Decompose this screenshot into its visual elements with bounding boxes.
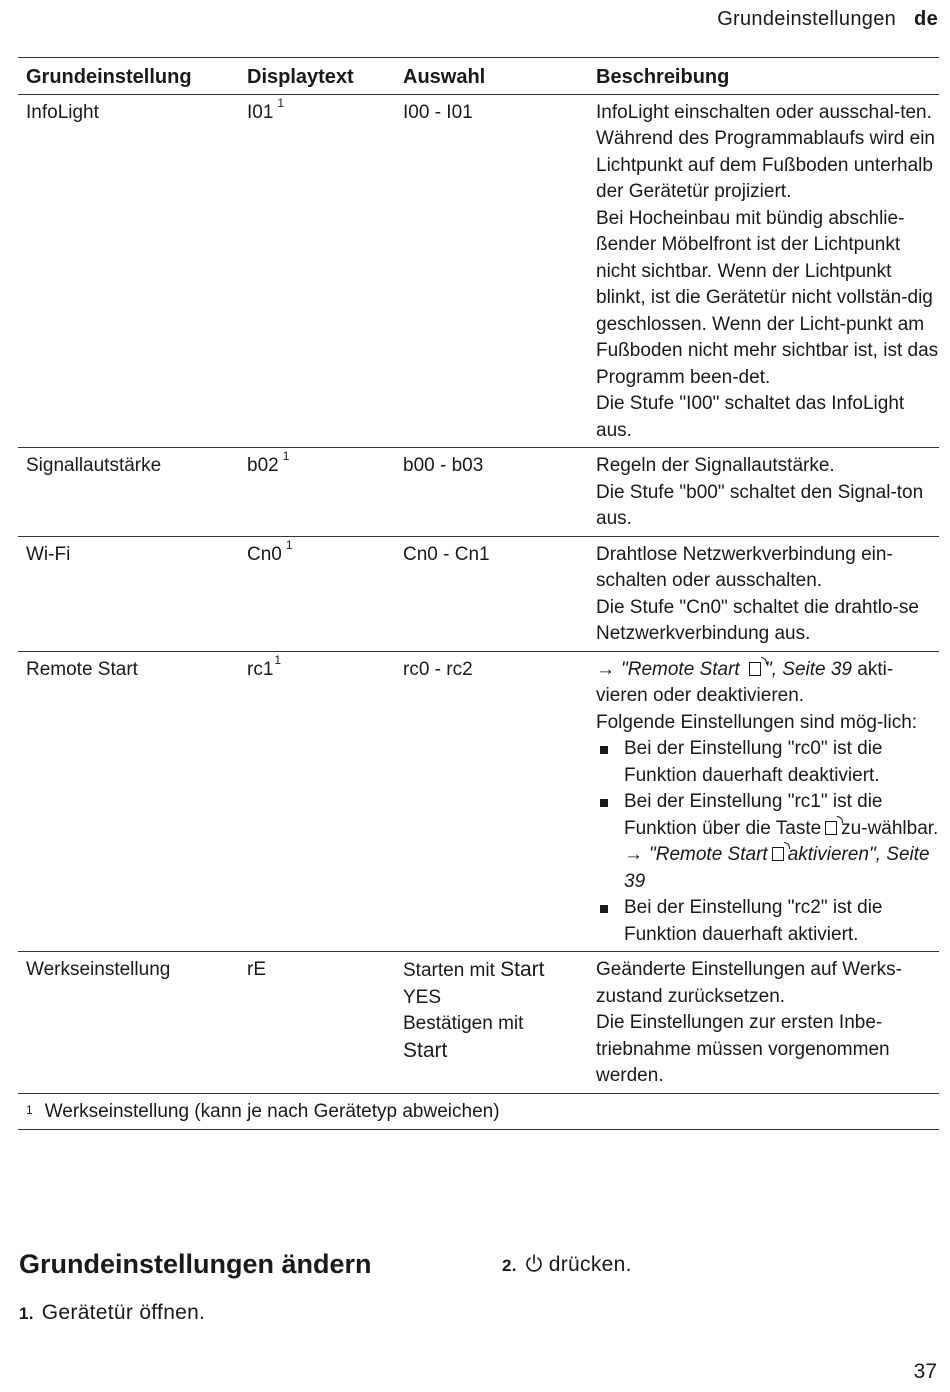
step-number: 2. [502,1256,517,1275]
table-row [18,448,939,537]
list-item-text: Bei der Einstellung "rc0" ist die Funktion dauerhaft deaktiviert. [624,738,883,786]
setting-name: Werkseinstellung [18,952,239,1094]
choice-text: Starten mit [403,960,495,981]
page-number: 37 [913,1360,937,1383]
step-text: Gerätetür öffnen. [41,1301,206,1324]
footnote-number: 1 [26,1102,33,1117]
setting-name: Wi-Fi [18,536,239,651]
step-text: drücken. [548,1253,632,1276]
footnote-marker: 1 [285,537,293,552]
description-line: Die Einstellungen zur ersten Inbe-triebnahme müssen vorgenommen werden. [596,1012,890,1086]
cross-reference-link[interactable] [621,659,852,680]
step-number: 1. [19,1304,34,1323]
setting-name: Signallautstärke [18,448,239,537]
list-item [596,736,939,789]
list-item [596,789,939,895]
table-row [18,94,939,448]
description-line: Drahtlose Netzwerkverbindung ein-schalten oder ausschalten. [596,543,893,591]
table-row [18,536,939,651]
footnote-marker: 1 [282,449,290,463]
description-line: Regeln der Signallautstärke. [596,455,835,476]
table-row [18,952,939,1094]
bullet-square-icon [600,799,608,807]
xref-text: aktivieren", Seite 39 [624,844,930,892]
choice-cell [395,952,588,1094]
description-line: Die Stufe "I00" schaltet das InfoLight aus. [596,393,905,441]
table-row [18,651,939,952]
display-text-cell [239,448,395,537]
arrow-right-icon: → [596,658,615,680]
footnote [18,1093,939,1130]
setting-name: Remote Start [18,651,239,952]
settings-table [18,57,939,1130]
choice-range: b00 - b03 [395,448,588,537]
choice-range: rc0 - rc2 [395,651,588,952]
bullet-square-icon [600,746,608,754]
header-section-title: Grundeinstellungen [717,8,897,30]
display-text: I01 [247,101,274,123]
step-1 [19,1301,205,1325]
bullet-square-icon [600,905,608,913]
description-cell [588,536,939,651]
description-line: Folgende Einstellungen sind mög-lich: [596,711,918,733]
description-line: Die Stufe "b00" schaltet den Signal-ton aus. [596,481,924,529]
remote-start-icon [749,662,761,676]
description-cell [588,651,939,952]
display-text-cell [239,94,395,448]
start-key-label: Start [500,958,545,981]
description-line [596,657,939,710]
footnote-row [18,1093,939,1130]
column-header: Grundeinstellung [18,58,239,95]
page-header [717,8,938,31]
list-item-text: Bei der Einstellung "rc2" ist die Funktion dauerhaft aktiviert. [624,897,883,945]
description-cell [588,952,939,1094]
section-title: Grundeinstellungen ändern [19,1249,372,1279]
table-header-row [18,58,939,95]
display-text: rc1 [247,658,274,680]
display-text-cell [239,651,395,952]
display-text-cell [239,536,395,651]
footnote-marker: 1 [274,652,282,667]
description-line: Geänderte Einstellungen auf Werks-zustand zurücksetzen. [596,959,902,1007]
choice-text: YES [403,986,442,1008]
description-line: InfoLight einschalten oder ausschal-ten. [596,101,932,123]
description-line: Bei Hocheinbau mit bündig abschlie-ßender Möbelfront ist der Lichtpunkt nicht sichtbar. Wenn der Lichtpunkt blinkt, ist die Gerätetür nicht vollstän-dig geschlossen. Wenn der Licht-punkt am Fußboden nicht mehr sichtbar ist, ist das Programm been-det. [596,207,939,388]
list-item-text: zu-wählbar. [841,817,939,839]
choice-range: I00 - I01 [395,94,588,448]
description-cell [588,448,939,537]
choice-range: Cn0 - Cn1 [395,536,588,651]
list-item [596,895,939,948]
display-text: rE [239,952,395,1094]
description-cell [588,94,939,448]
xref-text: "Remote Start [621,658,745,680]
setting-name: InfoLight [18,94,239,448]
option-list [596,736,939,948]
column-header: Beschreibung [588,58,939,95]
description-line: Die Stufe "Cn0" schaltet die drahtlo-se Netzwerkverbindung aus. [596,596,919,644]
start-key-label: Start [403,1038,448,1062]
xref-text: ", Seite 39 [764,658,852,680]
list-item-text: Bei der Einstellung "rc1" ist die Funktion über die Taste [624,791,883,839]
step-2 [502,1253,632,1277]
xref-text: "Remote Start [649,844,768,865]
description-line: Während des Programmablaufs wird ein Lichtpunkt auf dem Fußboden unterhalb der Gerätetür projiziert. [596,128,935,202]
remote-start-icon [825,821,837,835]
column-header: Auswahl [395,58,588,95]
column-header: Displaytext [239,58,395,95]
description-text: akti-vieren oder deaktivieren. [596,658,894,706]
display-text: b02 [247,455,279,476]
choice-text: Bestätigen mit [403,1013,524,1034]
footnote-marker: 1 [277,95,285,110]
arrow-right-icon: → [624,844,643,865]
header-language: de [914,8,938,30]
footnote-text: Werkseinstellung (kann je nach Gerätetyp abweichen) [44,1100,500,1122]
power-icon [525,1253,543,1273]
cross-reference-link[interactable] [624,844,930,892]
remote-start-icon [772,847,784,861]
display-text: Cn0 [247,543,282,565]
